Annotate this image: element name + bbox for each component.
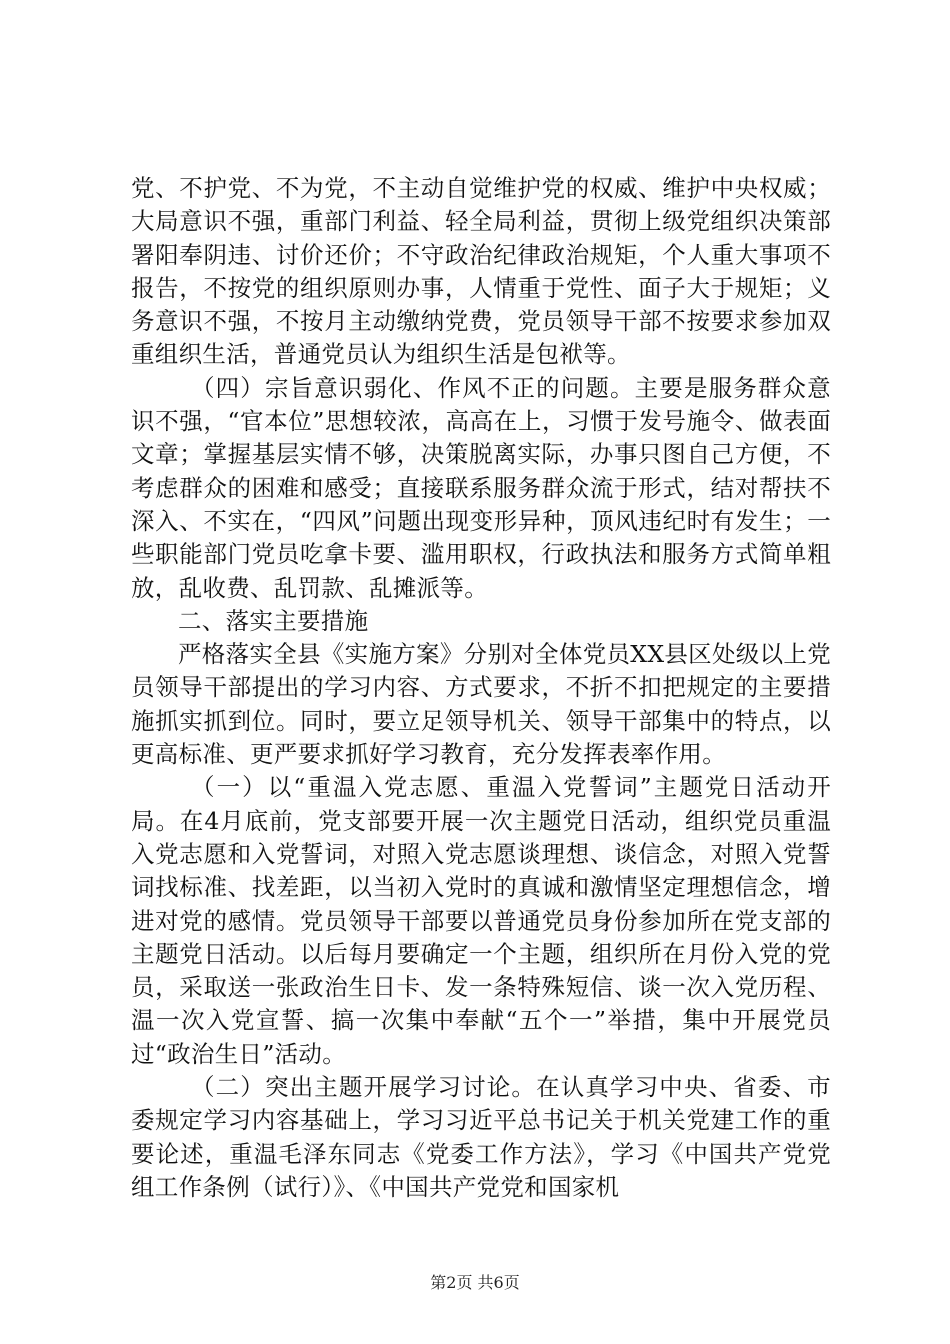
paragraph-implementation: 严格落实全县《实施方案》分别对全体党员XX县区处级以上党员领导干部提出的学习内容、方式要求，不折不扣把规定的主要措施抓实抓到位。同时，要立足领导机关、领导干部集中的特点，以更高标准、更严要求抓好学习教育，充分发挥表率作用。 <box>131 640 831 769</box>
paragraph-section-four: （四）宗旨意识弱化、作风不正的问题。主要是服务群众意识不强，“官本位”思想较浓，高高在上，习惯于发号施令、做表面文章；掌握基层实情不够，决策脱离实际，办事只图自己方便，不考虑群众的困难和感受；直接联系服务群众流于形式，结对帮扶不深入、不实在，“四风”问题出现变形异种，顶风违纪时有发生；一些职能部门党员吃拿卡要、滥用职权，行政执法和服务方式简单粗放，乱收费、乱罚款、乱摊派等。 <box>131 373 831 602</box>
paragraph-continued: 党、不护党、不为党，不主动自觉维护党的权威、维护中央权威；大局意识不强，重部门利益、轻全局利益，贯彻上级党组织决策部署阳奉阴违、讨价还价；不守政治纪律政治规矩，个人重大事项不报告，不按党的组织原则办事，人情重于党性、面子大于规矩；义务意识不强，不按月主动缴纳党费，党员领导干部不按要求参加双重组织生活，普通党员认为组织生活是包袱等。 <box>131 174 831 369</box>
page-footer: 第2页 共6页 <box>430 1273 520 1292</box>
paragraph-item-two: （二）突出主题开展学习讨论。在认真学习中央、省委、市委规定学习内容基础上，学习习近平总书记关于机关党建工作的重要论述，重温毛泽东同志《党委工作方法》，学习《中国共产党党组工作条例（试行）》、《中国共产党党和国家机 <box>131 1073 831 1201</box>
document-body <box>131 172 831 1204</box>
paragraph-item-one: （一）以“重温入党志愿、重温入党誓词”主题党日活动开局。在4月底前，党支部要开展一次主题党日活动，组织党员重温入党志愿和入党誓词，对照入党志愿谈理想、谈信念，对照入党誓词找标准、找差距，以当初入党时的真诚和激情坚定理想信念，增进对党的感情。党员领导干部要以普通党员身份参加所在党支部的主题党日活动。以后每月要确定一个主题，组织所在月份入党的党员，采取送一张政治生日卡、发一条特殊短信、谈一次入党历程、温一次入党宣誓、搞一次集中奉献“五个一”举措，集中开展党员过“政治生日”活动。 <box>131 773 831 1068</box>
section-heading-measures: 二、落实主要措施 <box>178 606 369 635</box>
